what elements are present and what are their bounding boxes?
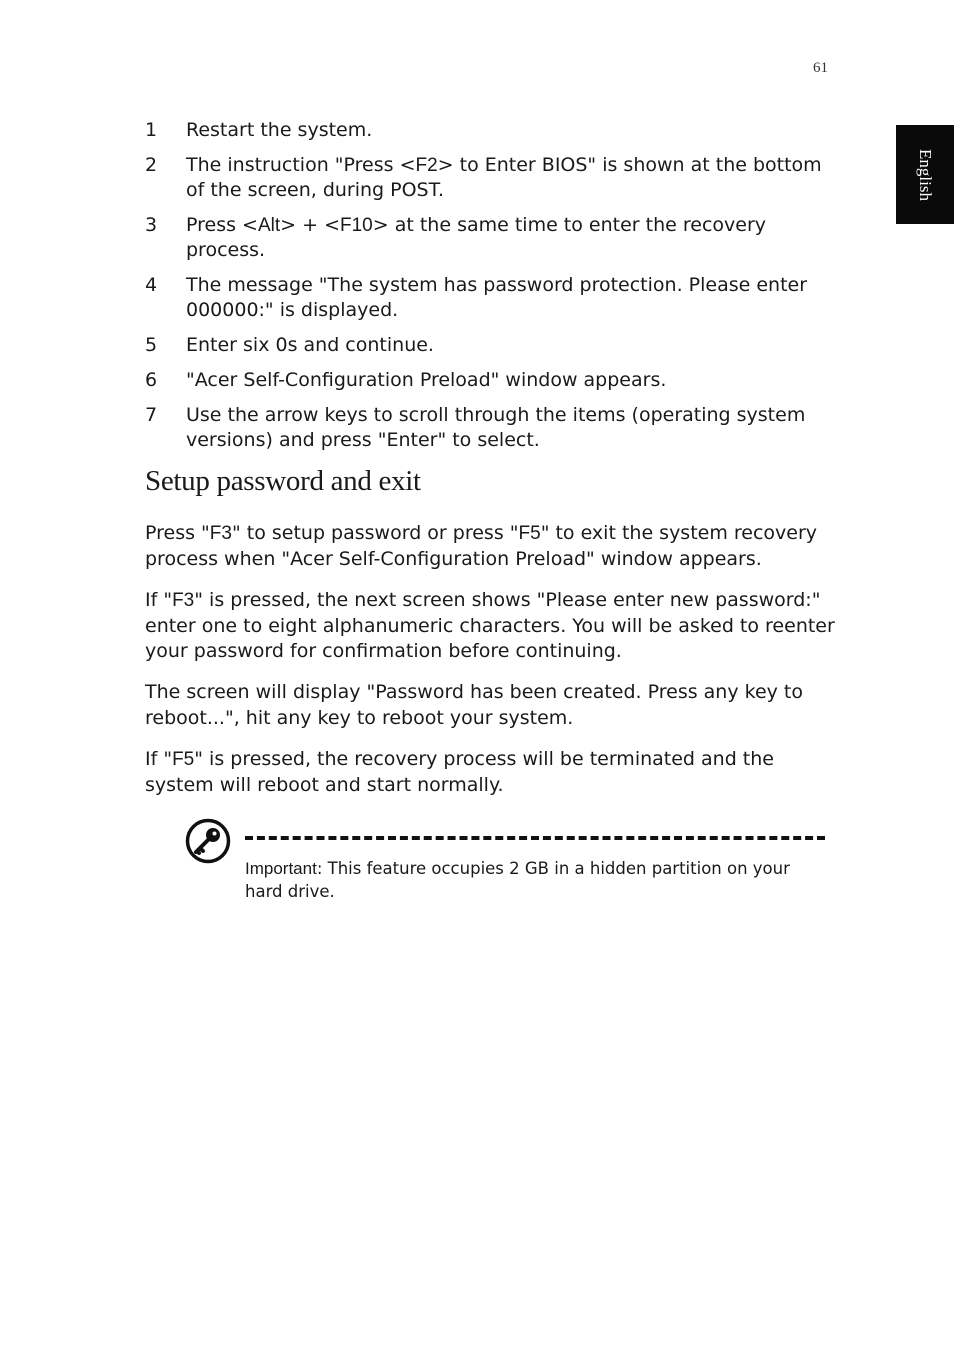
note-label: Important <box>245 859 317 878</box>
important-note <box>245 857 825 903</box>
step-text: Restart the system. <box>186 119 373 141</box>
list-item <box>145 273 845 323</box>
paragraph-f5-pressed <box>145 747 835 798</box>
step-text: Enter six 0s and continue. <box>186 334 434 356</box>
step-number: 1 <box>145 119 158 141</box>
paragraph-text-part: " to exit the system recovery process when "Acer Self-Configuration Preload" window appears. <box>145 522 818 570</box>
step-text-part: Press < <box>186 214 258 236</box>
key-label: F5 <box>518 523 541 544</box>
paragraph-f3-pressed <box>145 588 835 665</box>
list-item <box>145 118 845 143</box>
note-body: : This feature occupies 2 GB in a hidden partition on your hard drive. <box>245 859 790 901</box>
list-item <box>145 153 845 203</box>
step-list <box>145 118 845 463</box>
step-number: 6 <box>145 369 158 391</box>
step-number: 7 <box>145 404 158 426</box>
key-label: F5 <box>172 749 195 770</box>
paragraph-setup-password <box>145 521 835 572</box>
step-number: 5 <box>145 334 158 356</box>
step-number: 3 <box>145 214 158 236</box>
paragraph-text-part: If " <box>145 589 173 611</box>
paragraph-text-part: " is pressed, the next screen shows "Please enter new password:" enter one to eight alphanumeric characters. You will be asked to reenter your password for confirmation before continuing. <box>145 589 835 662</box>
key-label: F10 <box>340 215 373 236</box>
step-text-part: > at the same time to enter the recovery process. <box>186 214 767 261</box>
step-number: 2 <box>145 154 158 176</box>
step-number: 4 <box>145 274 158 296</box>
list-item <box>145 403 845 453</box>
section-heading: Setup password and exit <box>145 465 421 497</box>
step-text-part: > to Enter BIOS" is shown at the bottom of the screen, during POST. <box>186 154 822 201</box>
page-number: 61 <box>813 60 828 76</box>
paragraph-text-part: If " <box>145 748 173 770</box>
paragraph-password-created: The screen will display "Password has been created. Press any key to reboot...", hit any key to reboot your system. <box>145 681 804 729</box>
key-label: Alt <box>257 215 281 236</box>
list-item <box>145 368 845 393</box>
key-label: F2 <box>415 155 438 176</box>
step-text: The message "The system has password protection. Please enter 000000:" is displayed. <box>186 274 808 321</box>
list-item <box>145 333 845 358</box>
step-text: Use the arrow keys to scroll through the items (operating system versions) and press "Enter" to select. <box>186 404 806 451</box>
step-text-part: > + < <box>280 214 340 236</box>
language-tab-label: English <box>916 148 935 201</box>
paragraph-text-part: " to setup password or press " <box>231 522 519 544</box>
note-divider <box>245 836 825 840</box>
key-icon <box>185 818 231 864</box>
key-label: F3 <box>172 590 195 611</box>
step-text: "Acer Self-Configuration Preload" window appears. <box>186 369 667 391</box>
list-item <box>145 213 845 263</box>
language-tab <box>896 125 954 224</box>
step-text-part: The instruction "Press < <box>186 154 416 176</box>
paragraph-text-part: Press " <box>145 522 210 544</box>
step-text <box>186 153 845 203</box>
key-label: F3 <box>209 523 232 544</box>
step-text <box>186 213 845 263</box>
paragraph-text-part: " is pressed, the recovery process will be terminated and the system will reboot and start normally. <box>145 748 774 796</box>
